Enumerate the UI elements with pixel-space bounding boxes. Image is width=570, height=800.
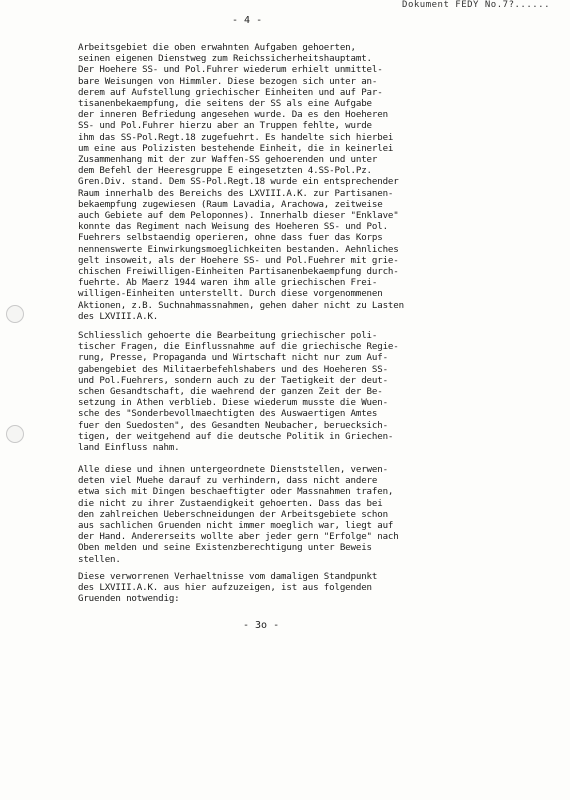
text-line: willigen-Einheiten unterstellt. Durch diese vorgenommenen bbox=[78, 289, 383, 300]
text-line: Aktionen, z.B. Suchnahmassnahmen, gehen daher nicht zu Lasten bbox=[78, 300, 404, 311]
text-line: und Pol.Fuehrers, sondern auch zu der Taetigkeit der deut- bbox=[78, 375, 388, 386]
page-number-top: - 4 - bbox=[232, 15, 263, 26]
punch-hole-mark bbox=[6, 305, 24, 323]
text-line: die nicht zu ihrer Zustaendigkeit gehoerten. Dass das bei bbox=[78, 498, 383, 509]
text-line: chischen Freiwilligen-Einheiten Partisanenbekaempfung durch- bbox=[78, 267, 399, 278]
text-line: gelt insoweit, als der Hoehere SS- und Pol.Fuehrer mit grie- bbox=[78, 255, 399, 266]
text-line: ihm das SS-Pol.Regt.18 zugefuehrt. Es handelte sich hierbei bbox=[78, 132, 394, 143]
paragraph-4 bbox=[78, 572, 538, 606]
paragraph-2 bbox=[78, 331, 538, 454]
text-line: des LXVIII.A.K. aus hier aufzuzeigen, ist aus folgenden bbox=[78, 583, 372, 594]
text-line: des LXVIII.A.K. bbox=[78, 311, 159, 322]
text-line: tigen, der weitgehend auf die deutsche Politik in Griechen- bbox=[78, 431, 394, 442]
text-line: bare Weisungen von Himmler. Diese bezogen sich unter an- bbox=[78, 76, 378, 87]
text-line: um eine aus Polizisten bestehende Einheit, die in keinerlei bbox=[78, 143, 394, 154]
punch-hole-mark bbox=[6, 425, 24, 443]
text-line: Oben melden und seine Existenzberechtigung unter Beweis bbox=[78, 543, 372, 554]
text-line: den zahlreichen Ueberschneidungen der Arbeitsgebiete schon bbox=[78, 509, 388, 520]
text-line: etwa sich mit Dingen beschaeftigter oder Massnahmen trafen, bbox=[78, 487, 394, 498]
text-line: derem auf Aufstellung griechischer Einheiten und auf Par- bbox=[78, 87, 383, 98]
document-reference: Dokument FEDY No.7?...... bbox=[402, 0, 550, 10]
text-line: rung, Presse, Propaganda und Wirtschaft nicht nur zum Auf- bbox=[78, 353, 388, 364]
text-line: tisanenbekaempfung, die seitens der SS als eine Aufgabe bbox=[78, 99, 372, 110]
text-line: der Hand. Andererseits wollte aber jeder gern "Erfolge" nach bbox=[78, 532, 399, 543]
text-line: SS- und Pol.Fuhrer hierzu aber an Truppen fehlte, wurde bbox=[78, 121, 372, 132]
text-line: auch Gebiete auf dem Peloponnes). Innerhalb dieser "Enklave" bbox=[78, 211, 399, 222]
text-line: Diese verworrenen Verhaeltnisse vom damaligen Standpunkt bbox=[78, 572, 378, 582]
text-line: konnte das Regiment nach Weisung des Hoeheren SS- und Pol. bbox=[78, 222, 388, 233]
text-line: land Einfluss nahm. bbox=[78, 443, 180, 454]
text-line: seinen eigenen Dienstweg zum Reichssicherheitshauptamt. bbox=[78, 54, 372, 65]
text-line: sche des "Sonderbevollmaechtigten des Auswaertigen Amtes bbox=[78, 409, 378, 420]
text-line: Gruenden notwendig: bbox=[78, 594, 180, 605]
text-line: nennenswerte Einwirkungsmoeglichkeiten bestanden. Aehnliches bbox=[78, 244, 399, 255]
text-line: fuer den Suedosten", des Gesandten Neubacher, beruecksich- bbox=[78, 420, 388, 431]
paragraph-3 bbox=[78, 465, 538, 566]
text-line: Gren.Div. stand. Dem SS-Pol.Regt.18 wurde ein entsprechender bbox=[78, 177, 399, 188]
text-line: Der Hoehere SS- und Pol.Fuhrer wiederum erhielt unmittel- bbox=[78, 65, 383, 76]
text-line: deten viel Muehe darauf zu verhindern, dass nicht andere bbox=[78, 476, 378, 487]
text-line: tischer Fragen, die Einflussnahme auf die griechische Regie- bbox=[78, 342, 399, 353]
text-line: stellen. bbox=[78, 554, 121, 565]
text-line: fuehrte. Ab Maerz 1944 waren ihm alle griechischen Frei- bbox=[78, 278, 378, 289]
text-line: Raum innerhalb des Bereichs des LXVIII.A.K. zur Partisanen- bbox=[78, 188, 394, 199]
text-line: dem Befehl der Heeresgruppe E eingesetzten 4.SS-Pol.Pz. bbox=[78, 166, 372, 177]
text-line: aus sachlichen Gruenden nicht immer moeglich war, liegt auf bbox=[78, 521, 394, 532]
text-line: der inneren Befriedung angesehen wurde. Da es den Hoeheren bbox=[78, 110, 388, 121]
text-line: Zusammenhang mit der zur Waffen-SS gehoerenden und unter bbox=[78, 155, 378, 166]
text-line: Arbeitsgebiet die oben erwahnten Aufgaben gehoerten, bbox=[78, 43, 356, 53]
text-line: schen Gesandtschaft, die waehrend der ganzen Zeit der Be- bbox=[78, 387, 383, 398]
text-line: gabengebiet des Militaerbefehlshabers und des Hoeheren SS- bbox=[78, 364, 388, 375]
text-line: Fuehrers selbstaendig operieren, ohne dass fuer das Korps bbox=[78, 233, 383, 244]
paragraph-1 bbox=[78, 43, 538, 323]
text-line: Schliesslich gehoerte die Bearbeitung griechischer poli- bbox=[78, 331, 378, 341]
text-line: setzung in Athen verblieb. Diese wiederum musste die Wuen- bbox=[78, 398, 388, 409]
text-line: bekaempfung zugewiesen (Raum Lavadia, Arachowa, zeitweise bbox=[78, 199, 383, 210]
page-number-bottom: - 3o - bbox=[243, 620, 280, 631]
text-line: Alle diese und ihnen untergeordnete Dienststellen, verwen- bbox=[78, 465, 388, 475]
